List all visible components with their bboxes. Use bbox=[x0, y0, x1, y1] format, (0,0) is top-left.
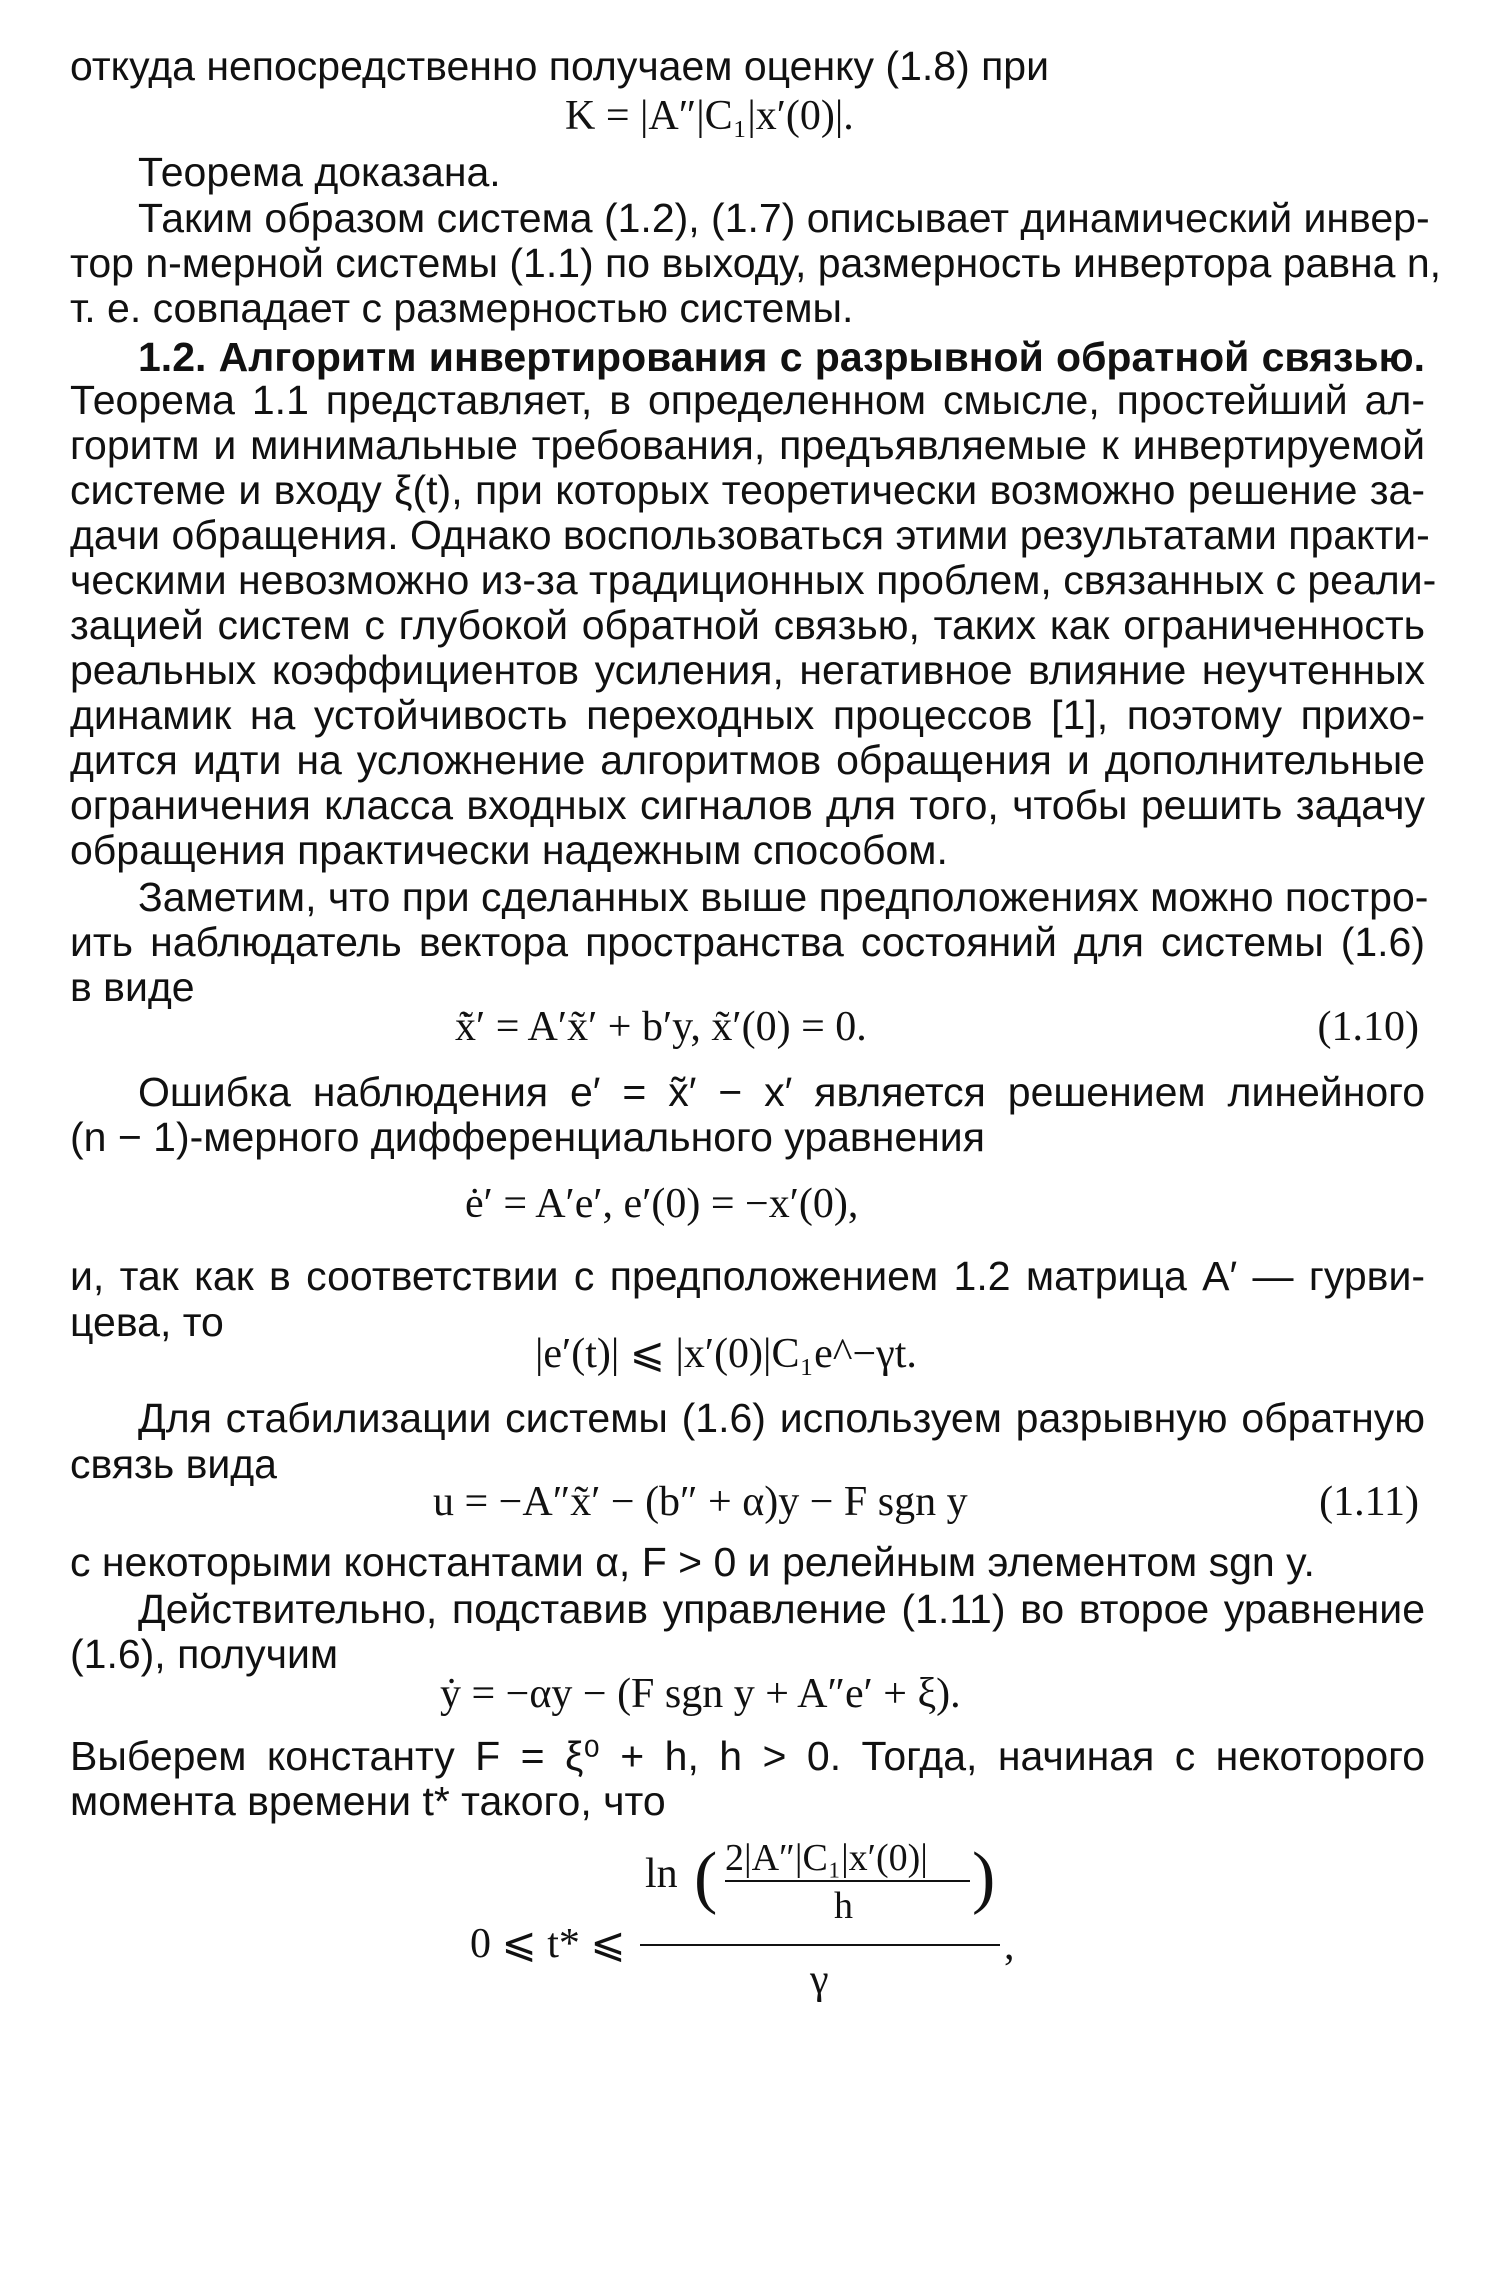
text-line: динамик на устойчивость переходных процессов [1], поэтому прихо- bbox=[70, 692, 1425, 738]
text-line: цева, то bbox=[70, 1299, 224, 1345]
equation-error: ė′ = A′e′, e′(0) = −x′(0), bbox=[465, 1181, 859, 1227]
text-line: дачи обращения. Однако воспользоваться этими результатами практи- bbox=[70, 512, 1430, 558]
text-line: Теорема доказана. bbox=[138, 149, 501, 195]
equation-1-10: x̃̇′ = A′x̃′ + b′y, x̃′(0) = 0. bbox=[455, 1004, 867, 1050]
text-line: ить наблюдатель вектора пространства состояний для системы (1.6) bbox=[70, 919, 1425, 965]
text-line: Выберем константу F = ξ⁰ + h, h > 0. Тогда, начиная с некоторого bbox=[70, 1733, 1425, 1779]
text-line: Таким образом система (1.2), (1.7) описывает динамический инвер- bbox=[138, 195, 1430, 241]
equation-number: (1.11) bbox=[1319, 1479, 1419, 1525]
text-line: дится идти на усложнение алгоритмов обращения и дополнительные bbox=[70, 737, 1425, 783]
right-paren: ) bbox=[972, 1839, 996, 1916]
text-line: (n − 1)-мерного дифференциального уравнения bbox=[70, 1114, 985, 1160]
left-paren: ( bbox=[694, 1839, 718, 1916]
equation-1-11: u = −A″x̃′ − (b″ + α)y − F sgn y bbox=[433, 1479, 968, 1525]
text-line: (1.6), получим bbox=[70, 1631, 339, 1677]
inner-numerator: 2|A″|C₁|x′(0)| bbox=[725, 1837, 928, 1879]
inner-denominator: h bbox=[834, 1885, 853, 1927]
eq-left: 0 ⩽ t* ⩽ bbox=[470, 1921, 626, 1967]
text-line: Для стабилизации системы (1.6) используем разрывную обратную bbox=[138, 1395, 1425, 1441]
equation-k: K = |A″|C₁|x′(0)|. bbox=[565, 93, 854, 139]
text-line: системе и входу ξ(t), при которых теоретически возможно решение за- bbox=[70, 467, 1425, 513]
text-line: связь вида bbox=[70, 1441, 277, 1487]
outer-fraction-line bbox=[640, 1944, 1000, 1946]
text-line: в виде bbox=[70, 964, 195, 1010]
equation-y: ẏ = −αy − (F sgn y + A″e′ + ξ). bbox=[440, 1671, 961, 1717]
text-line: ческими невозможно из-за традиционных проблем, связанных с реали- bbox=[70, 557, 1437, 603]
text-line: откуда непосредственно получаем оценку (1.8) при bbox=[70, 43, 1050, 89]
text-line: т. е. совпадает с размерностью системы. bbox=[70, 285, 854, 331]
equation-bound: |e′(t)| ⩽ |x′(0)|C₁e^−γt. bbox=[535, 1331, 917, 1377]
text-line: с некоторыми константами α, F > 0 и релейным элементом sgn y. bbox=[70, 1539, 1315, 1585]
text-line: ограничения класса входных сигналов для того, чтобы решить задачу bbox=[70, 782, 1425, 828]
section-title: 1.2. Алгоритм инвертирования с разрывной обратной связью. bbox=[138, 334, 1425, 380]
text-line: реальных коэффициентов усиления, негативное влияние неучтенных bbox=[70, 647, 1425, 693]
text-line: обращения практически надежным способом. bbox=[70, 827, 948, 873]
text-line: Заметим, что при сделанных выше предположениях можно постро- bbox=[138, 874, 1429, 920]
text-line: Ошибка наблюдения e′ = x̃′ − x′ является решением линейного bbox=[138, 1069, 1425, 1115]
equation-number: (1.10) bbox=[1317, 1004, 1419, 1050]
text-line: зацией систем с глубокой обратной связью, таких как ограниченность bbox=[70, 602, 1425, 648]
text-line: горитм и минимальные требования, предъявляемые к инвертируемой bbox=[70, 422, 1425, 468]
text-line: и, так как в соответствии с предположением 1.2 матрица A′ — гурви- bbox=[70, 1253, 1425, 1299]
text-line: Теорема 1.1 представляет, в определенном смысле, простейший ал- bbox=[70, 377, 1425, 423]
text-line: Действительно, подставив управление (1.11) во второе уравнение bbox=[138, 1586, 1425, 1632]
outer-denominator: γ bbox=[810, 1957, 829, 2003]
text-line: тор n-мерной системы (1.1) по выходу, размерность инвертора равна n, bbox=[70, 240, 1442, 286]
ln-label: ln bbox=[645, 1851, 678, 1897]
comma: , bbox=[1004, 1923, 1015, 1969]
text-line: момента времени t* такого, что bbox=[70, 1778, 666, 1824]
